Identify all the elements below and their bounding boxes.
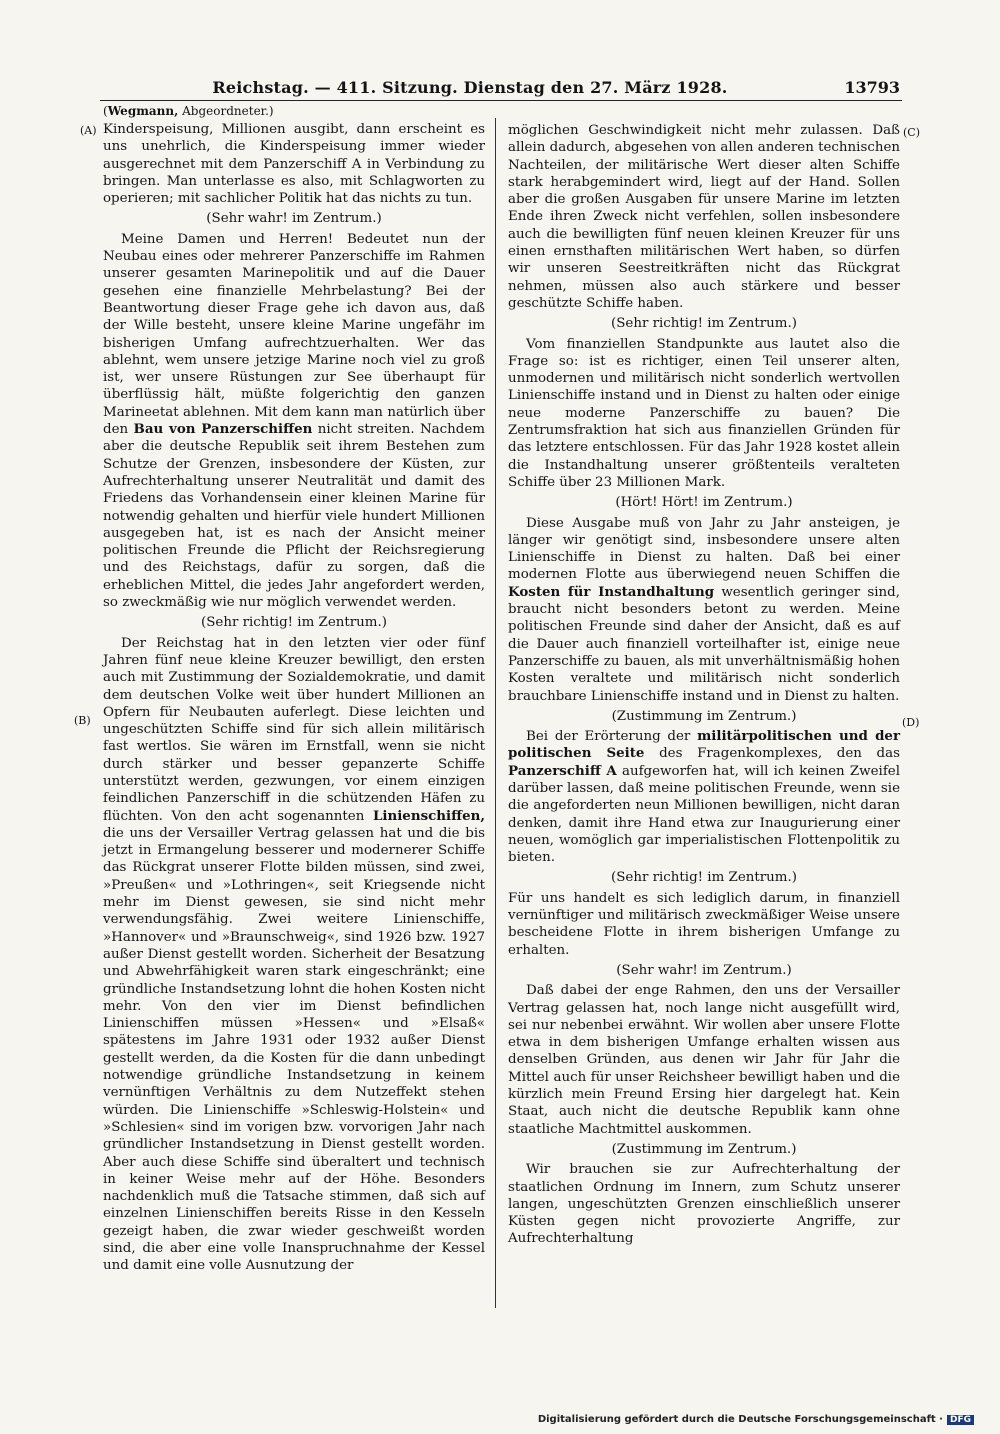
interjection: (Sehr richtig! im Zentrum.) [201, 615, 387, 631]
interjection: (Sehr richtig! im Zentrum.) [611, 870, 797, 886]
margin-marker-a: (A) [80, 124, 97, 137]
interjection: (Sehr richtig! im Zentrum.) [611, 316, 797, 332]
paragraph: Für uns handelt es sich lediglich darum, in finanziell vernünftiger und militärisch zweckmäßiger Weise unsere bescheidene Flotte in ihrem bisherigen Umfange zu erhalten. [508, 890, 900, 958]
emphasis: Bau von Panzerschiffen [133, 421, 313, 438]
paragraph: Vom finanziellen Standpunkte aus lautet also die Frage so: ist es richtiger, einen Teil unserer alten, unmodernen und militärisch nicht sonderlich wertvollen Linienschiffe instand und in Dienst zu halten oder einige neue moderne Panzerschiffe zu bauen? Die Zentrumsfraktion hat sich aus finanziellen Gründen für das letztere entschlossen. Für das Jahr 1928 kostet allein die Instandhaltung unserer größtenteils veralteten Schiffe über 23 Millionen Mark. [508, 336, 900, 490]
dfg-logo: DFG [947, 1415, 974, 1425]
emphasis: Linienschiffen, [372, 807, 485, 824]
paragraph: Kinderspeisung, Millionen ausgibt, dann erscheint es uns unehrlich, die Kinderspeisung immer wieder ausgerechnet mit dem Panzerschiff A in Verbindung zu bringen. Man unterlasse es also, mit Schlagworten zu operieren; mit sachlicher Politik hat das nichts zu tun. [103, 122, 485, 207]
margin-marker-c: (C) [903, 126, 920, 139]
header-rule [100, 100, 902, 101]
left-column [103, 121, 485, 1275]
paragraph: Wir brauchen sie zur Aufrechterhaltung der staatlichen Ordnung im Innern, zum Schutz unserer langen, ungeschützten Grenzen einschließlich unserer Küsten gegen nicht provozierte Angriffe, zur Aufrechterhaltung [508, 1162, 900, 1247]
footer-text: Digitalisierung gefördert durch die Deutsche Forschungsgemeinschaft · [537, 1414, 943, 1425]
interjection: (Hört! Hört! im Zentrum.) [615, 495, 793, 511]
page-number: 13793 [844, 78, 900, 97]
interjection: (Sehr wahr! im Zentrum.) [616, 962, 792, 978]
paragraph: Meine Damen und Herren! Bedeutet nun der Neubau eines oder mehrerer Panzerschiffe im Rahmen unserer gesamten Marinepolitik und auf die Dauer gesehen eine finanzielle Mehrbelastung? Bei der Beantwortung dieser Frage gehe ich davon aus, daß der Wille besteht, unsere kleine Marine ungefähr im bisherigen Umfang aufrechtzuerhalten. Wer das ablehnt, wem unsere jetzige Marine noch viel zu groß ist, wer unsere Rüstungen zur See überhaupt für überflüssig hält, müßte folgerichtig den ganzen Marineetat ablehnen. Mit dem kann man natürlich über den Bau von Panzerschiffen nicht streiten. Nachdem aber die deutsche Republik seit ihrem Bestehen zum Schutze der Grenzen, insbesondere der Küsten, zur Aufrechterhaltung unserer Neutralität und damit des Friedens das Vorhandensein einer kleinen Marine für notwendig gehalten und hierfür viele hundert Millionen ausgegeben hat, ist es nach der Ansicht meiner politischen Freunde die Pflicht der Reichsregierung und des Reichstags, dafür zu sorgen, daß die erheblichen Mittel, die jedes Jahr angefordert werden, so zweckmäßig wie nur möglich verwendet werden. [103, 231, 485, 611]
paragraph: Der Reichstag hat in den letzten vier oder fünf Jahren fünf neue kleine Kreuzer bewilligt, den ersten auch mit Zustimmung der Sozialdemokratie, und damit dem deutschen Volke weit über hundert Millionen an Opfern für Neubauten auferlegt. Diese leichten und ungeschützten Schiffe sind für sich allein militärisch fast wertlos. Sie wären im Ernstfall, wenn sie nicht durch stärker und besser gepanzerte Schiffe unterstützt werden, gezwungen, vor einem einzigen feindlichen Panzerschiff in die schützenden Häfen zu flüchten. Von den acht sogenannten Linienschiffen, die uns der Versailler Vertrag gelassen hat und die bis jetzt in Ermangelung besserer und modernerer Schiffe das Rückgrat unserer Flotte bilden müssen, sind zwei, »Preußen« und »Lothringen«, seit Kriegsende nicht mehr im Dienst gewesen, sie sind nicht mehr verwendungsfähig. Zwei weitere Linienschiffe, »Hannover« und »Braunschweig«, sind 1926 bzw. 1927 außer Dienst gestellt worden. Sicherheit der Besatzung und Abwehrfähigkeit waren stark eingeschränkt; eine gründliche Instandsetzung lohnt die hohen Kosten nicht mehr. Von den vier im Dienst befindlichen Linienschiffen müssen »Hessen« und »Elsaß« spätestens im Jahre 1931 oder 1932 außer Dienst gestellt werden, da die Kosten für die dann unbedingt notwendige gründliche Instandsetzung in keinem vernünftigen Verhältnis zu dem Nutzeffekt stehen würden. Die Linienschiffe »Schleswig-Holstein« und »Schlesien« sind im vorigen bzw. vorvorigen Jahr nach gründlicher Instandsetzung in Dienst gestellt worden. Aber auch diese Schiffe sind überaltert und technisch in keiner Weise mehr auf der Höhe. Besonders nachdenklich muß die Tatsache stimmen, daß sich auf einzelnen Linienschiffen bereits Risse in den Kesseln gezeigt haben, die zwar wieder geschweißt worden sind, die aber eine volle Inanspruchnahme der Kessel und damit eine volle Ausnutzung der [103, 635, 485, 1274]
interjection: (Sehr wahr! im Zentrum.) [206, 211, 382, 227]
margin-marker-b: (B) [74, 714, 91, 727]
paragraph: möglichen Geschwindigkeit nicht mehr zulassen. Daß allein dadurch, abgesehen von allen anderen technischen Nachteilen, der militärische Wert dieser alten Schiffe stark herabgemindert wird, liegt auf der Hand. Sollen aber die großen Ausgaben für unsere Marine im letzten Ende ihren Zweck nicht verfehlen, sollen insbesondere auch die bewilligten fünf neuen kleinen Kreuzer für uns einen ernsthaften militärischen Wert haben, so dürfen wir unseren Seestreitkräften nicht das Rückgrat nehmen, müssen also auch stärkere und besser geschützte Schiffe haben. [508, 123, 900, 311]
emphasis: Kosten für Instandhaltung [508, 583, 715, 600]
paragraph: Daß dabei der enge Rahmen, den uns der Versailler Vertrag gelassen hat, noch lange nicht ausgefüllt wird, sei nur nebenbei erwähnt. Wir wollen aber unsere Flotte etwa in dem bisherigen Umfange erhalten wissen aus denselben Gründen, aus denen wir Jahr für Jahr die Mittel auch für unser Reichsheer bewilligt haben und die kürzlich mein Freund Ersing hier dargelegt hat. Kein Staat, auch nicht die deutsche Republik kann ohne staatliche Machtmittel auskommen. [508, 983, 900, 1137]
speaker-annotation: (Wegmann, Abgeordneter.) [103, 104, 274, 118]
right-column [508, 122, 900, 1248]
speaker-role: Abgeordneter.) [182, 104, 274, 118]
paragraph: Diese Ausgabe muß von Jahr zu Jahr ansteigen, je länger wir genötigt sind, insbesondere unsere alten Linienschiffe in Dienst zu halten. Daß bei einer modernen Flotte aus überwiegend neuen Schiffen die Kosten für Instandhaltung wesentlich geringer sind, braucht nicht besonders betont zu werden. Meine politischen Freunde sind daher der Ansicht, daß es auf die Dauer auch finanziell vorteilhafter ist, einige neue Panzerschiffe zu bauen, als mit unverhältnismäßig hohen Kosten veraltete und militärisch nicht sonderlich brauchbare Linienschiffe instand und in Dienst zu halten. [508, 515, 900, 704]
emphasis: Panzerschiff A [508, 762, 617, 779]
running-title: Reichstag. — 411. Sitzung. Dienstag den 27. März 1928. [212, 78, 728, 97]
column-divider [495, 118, 496, 1308]
paragraph: Bei der Erörterung der militärpolitischen und der politischen Seite des Fragenkomplexes, den das Panzerschiff A aufgeworfen hat, will ich keinen Zweifel darüber lassen, daß meine politischen Freunde, wenn sie die angeforderten neun Millionen bewilligen, nicht daran denken, damit ihre Hand etwa zur Inaugurierung einer neuen, womöglich gar imperialistischen Flottenpolitik zu bieten. [508, 728, 901, 866]
interjection: (Zustimmung im Zentrum.) [611, 1141, 797, 1157]
interjection: (Zustimmung im Zentrum.) [611, 708, 797, 724]
speaker-name: Wegmann, [107, 104, 179, 118]
emphasis: militärpolitischen und der politischen Seite [508, 728, 901, 762]
page-header [100, 78, 900, 102]
digitization-footer [538, 1414, 974, 1425]
margin-marker-d: (D) [902, 716, 920, 729]
